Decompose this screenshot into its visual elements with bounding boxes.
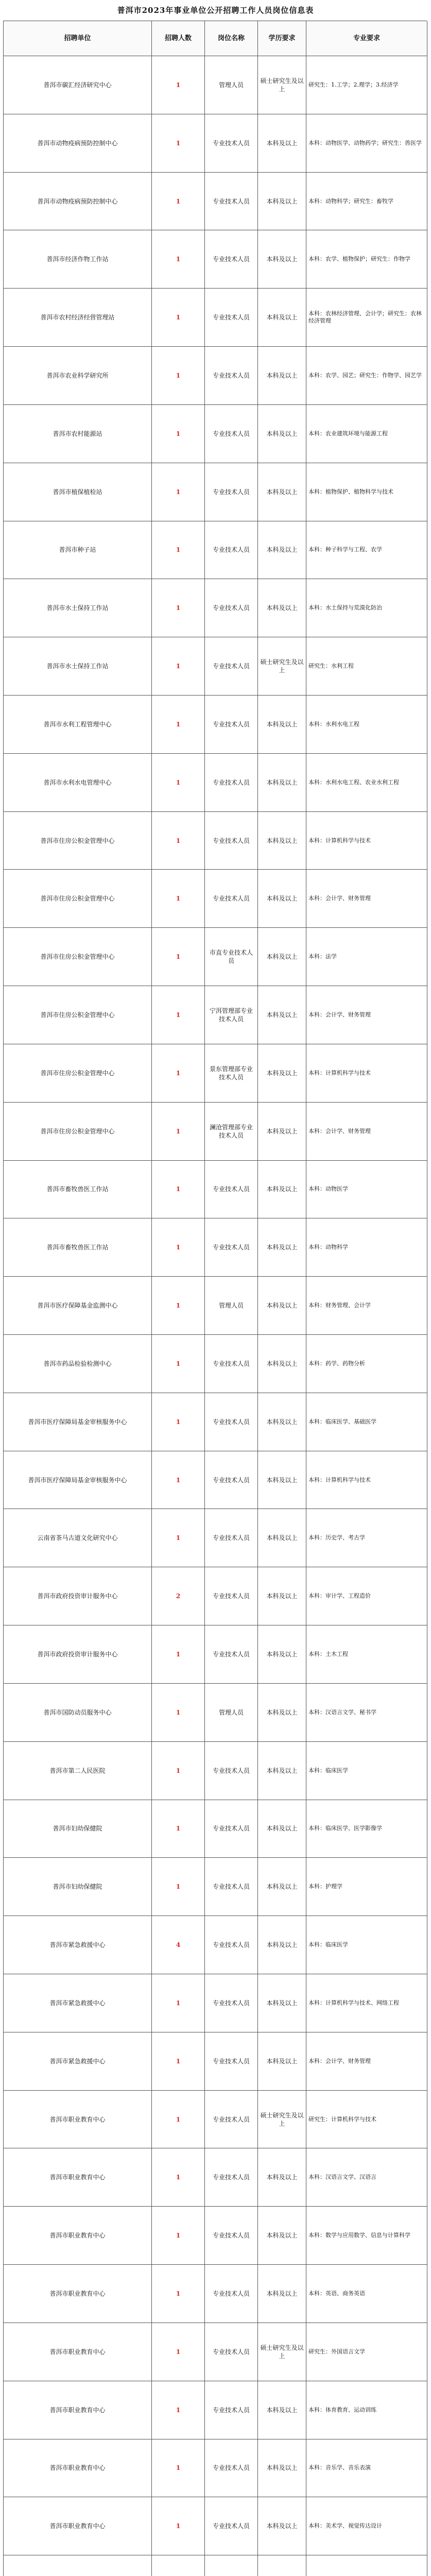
cell-edu: 本科及以上 bbox=[258, 1277, 306, 1335]
cell-post: 专业技术人员 bbox=[205, 173, 258, 231]
cell-unit: 普洱市住房公积金管理中心 bbox=[4, 1103, 152, 1161]
cell-major: 本科：体育教育、运动训练 bbox=[306, 2381, 427, 2439]
cell-edu: 本科及以上 bbox=[258, 405, 306, 463]
cell-edu: 本科及以上 bbox=[258, 173, 306, 231]
cell-post: 管理人员 bbox=[205, 1684, 258, 1742]
cell-post: 专业技术人员 bbox=[205, 2032, 258, 2091]
cell-edu: 本科及以上 bbox=[258, 1393, 306, 1451]
cell-count: 1 bbox=[152, 1044, 205, 1103]
cell-edu: 本科及以上 bbox=[258, 870, 306, 928]
cell-edu: 本科及以上 bbox=[258, 2207, 306, 2265]
cell-count: 1 bbox=[152, 1974, 205, 2032]
cell-edu: 本科及以上 bbox=[258, 1625, 306, 1684]
cell-post: 专业技术人员 bbox=[205, 230, 258, 289]
cell-count: 1 bbox=[152, 1509, 205, 1567]
cell-edu: 本科及以上 bbox=[258, 2439, 306, 2498]
cell-count: 1 bbox=[152, 986, 205, 1044]
cell-post: 专业技术人员 bbox=[205, 1974, 258, 2032]
cell-unit: 普洱市水利水电管理中心 bbox=[4, 754, 152, 812]
cell-count: 1 bbox=[152, 1161, 205, 1219]
cell-post: 专业技术人员 bbox=[205, 696, 258, 754]
cell-post: 专业技术人员 bbox=[205, 579, 258, 637]
cell-major: 本科：计算机科学与技术 bbox=[306, 1044, 427, 1103]
cell-unit: 普洱市职业教育中心 bbox=[4, 2381, 152, 2439]
cell-unit: 普洱市职业教育中心 bbox=[4, 2497, 152, 2555]
cell-post: 专业技术人员 bbox=[205, 1335, 258, 1393]
cell-post: 专业技术人员 bbox=[205, 2497, 258, 2555]
cell-major: 本科：水利水电工程、农业水利工程 bbox=[306, 754, 427, 812]
cell-count: 1 bbox=[152, 463, 205, 521]
positions-table bbox=[3, 21, 427, 2576]
cell-post: 专业技术人员 bbox=[205, 1218, 258, 1277]
cell-edu: 本科及以上 bbox=[258, 1509, 306, 1567]
cell-post: 澜沧管理部专业技术人员 bbox=[205, 1103, 258, 1161]
cell-unit: 普洱市职业教育中心 bbox=[4, 2091, 152, 2149]
cell-count: 1 bbox=[152, 230, 205, 289]
cell-edu: 本科及以上 bbox=[258, 812, 306, 870]
cell-count: 1 bbox=[152, 2148, 205, 2207]
cell-major: 研究生：外国语言文学 bbox=[306, 2323, 427, 2381]
cell-major: 本科：英语、商务英语 bbox=[306, 2265, 427, 2323]
cell-unit: 普洱市种子站 bbox=[4, 521, 152, 580]
cell-major: 本科：农学、园艺；研究生：作物学、园艺学 bbox=[306, 347, 427, 405]
cell-unit bbox=[4, 2555, 152, 2576]
cell-count: 1 bbox=[152, 2439, 205, 2498]
cell-unit: 普洱市职业教育中心 bbox=[4, 2323, 152, 2381]
cell-count: 1 bbox=[152, 521, 205, 580]
cell-post: 专业技术人员 bbox=[205, 637, 258, 696]
cell-edu: 硕士研究生及以上 bbox=[258, 2091, 306, 2149]
cell-major: 本科：农学、植物保护；研究生：作物学 bbox=[306, 230, 427, 289]
cell-post: 专业技术人员 bbox=[205, 521, 258, 580]
cell-edu: 本科及以上 bbox=[258, 928, 306, 986]
cell-unit: 普洱市动物疫病预防控制中心 bbox=[4, 173, 152, 231]
cell-unit: 普洱市畜牧兽医工作站 bbox=[4, 1218, 152, 1277]
cell-edu: 本科及以上 bbox=[258, 463, 306, 521]
cell-edu: 本科及以上 bbox=[258, 579, 306, 637]
cell-edu: 本科及以上 bbox=[258, 2497, 306, 2555]
cell-major: 本科：护理学 bbox=[306, 1858, 427, 1916]
cell-post: 管理人员 bbox=[205, 56, 258, 114]
header-post: 岗位名称 bbox=[205, 21, 258, 56]
cell-unit: 普洱市医疗保障局基金审核服务中心 bbox=[4, 1393, 152, 1451]
cell-post: 专业技术人员 bbox=[205, 870, 258, 928]
cell-count: 1 bbox=[152, 2381, 205, 2439]
cell-count: 1 bbox=[152, 2497, 205, 2555]
cell-unit: 普洱市职业教育中心 bbox=[4, 2439, 152, 2498]
cell-major: 本科：数学与应用数学、信息与计算科学 bbox=[306, 2207, 427, 2265]
cell-major: 本科：农业建筑环境与能源工程 bbox=[306, 405, 427, 463]
cell-count: 1 bbox=[152, 812, 205, 870]
cell-count: 1 bbox=[152, 2265, 205, 2323]
cell-edu: 本科及以上 bbox=[258, 1161, 306, 1219]
cell-count: 1 bbox=[152, 1393, 205, 1451]
cell-major: 本科：动物医学 bbox=[306, 1161, 427, 1219]
cell-count: 1 bbox=[152, 928, 205, 986]
cell-post: 景东管理部专业技术人员 bbox=[205, 1044, 258, 1103]
cell-post: 专业技术人员 bbox=[205, 812, 258, 870]
cell-count: 1 bbox=[152, 754, 205, 812]
cell-major: 本科：音乐学、音乐表演 bbox=[306, 2439, 427, 2498]
cell-edu: 本科及以上 bbox=[258, 230, 306, 289]
cell-unit: 普洱市职业教育中心 bbox=[4, 2265, 152, 2323]
cell-major: 本科：财务管理、会计学 bbox=[306, 1277, 427, 1335]
cell-post: 专业技术人员 bbox=[205, 2091, 258, 2149]
cell-count: 1 bbox=[152, 1218, 205, 1277]
cell-count: 1 bbox=[152, 870, 205, 928]
cell-major: 本科：临床医学、基础医学 bbox=[306, 1393, 427, 1451]
cell-post: 专业技术人员 bbox=[205, 405, 258, 463]
cell-edu: 本科及以上 bbox=[258, 1742, 306, 1800]
cell-post: 专业技术人员 bbox=[205, 1800, 258, 1858]
cell-edu: 本科及以上 bbox=[258, 1974, 306, 2032]
cell-unit: 普洱市碳汇经济研究中心 bbox=[4, 56, 152, 114]
cell-count: 1 bbox=[152, 1335, 205, 1393]
cell-edu: 本科及以上 bbox=[258, 986, 306, 1044]
cell-unit: 普洱市植保植检站 bbox=[4, 463, 152, 521]
cell-unit: 普洱市紧急救援中心 bbox=[4, 2032, 152, 2091]
cell-edu bbox=[258, 2555, 306, 2576]
cell-major: 本科：会计学、财务管理 bbox=[306, 870, 427, 928]
cell-post: 专业技术人员 bbox=[205, 1742, 258, 1800]
cell-post: 宁洱管理部专业技术人员 bbox=[205, 986, 258, 1044]
cell-count: 1 bbox=[152, 56, 205, 114]
cell-edu: 本科及以上 bbox=[258, 1103, 306, 1161]
cell-major: 本科：美术学、视觉传达设计 bbox=[306, 2497, 427, 2555]
cell-unit: 普洱市妇幼保健院 bbox=[4, 1800, 152, 1858]
cell-unit: 普洱市住房公积金管理中心 bbox=[4, 870, 152, 928]
cell-edu: 硕士研究生及以上 bbox=[258, 637, 306, 696]
cell-count: 1 bbox=[152, 1103, 205, 1161]
cell-unit: 普洱市水土保持工作站 bbox=[4, 579, 152, 637]
cell-major: 本科：种子科学与工程、农学 bbox=[306, 521, 427, 580]
cell-post: 专业技术人员 bbox=[205, 463, 258, 521]
cell-edu: 本科及以上 bbox=[258, 1800, 306, 1858]
cell-post: 专业技术人员 bbox=[205, 754, 258, 812]
cell-count: 1 bbox=[152, 1451, 205, 1510]
cell-post: 专业技术人员 bbox=[205, 1451, 258, 1510]
cell-major: 本科：土木工程 bbox=[306, 1625, 427, 1684]
cell-unit: 云南省茶马古道文化研究中心 bbox=[4, 1509, 152, 1567]
cell-edu: 本科及以上 bbox=[258, 521, 306, 580]
cell-unit: 普洱市妇幼保健院 bbox=[4, 1858, 152, 1916]
cell-major: 本科：水利水电工程 bbox=[306, 696, 427, 754]
cell-count: 1 bbox=[152, 405, 205, 463]
cell-major: 本科：汉语言文学、秘书学 bbox=[306, 1684, 427, 1742]
cell-unit: 普洱市经济作物工作站 bbox=[4, 230, 152, 289]
cell-post: 专业技术人员 bbox=[205, 2265, 258, 2323]
cell-count: 1 bbox=[152, 1277, 205, 1335]
cell-major: 本科：会计学、财务管理 bbox=[306, 986, 427, 1044]
cell-edu: 硕士研究生及以上 bbox=[258, 56, 306, 114]
cell-major: 本科：临床医学 bbox=[306, 1916, 427, 1974]
cell-post: 专业技术人员 bbox=[205, 2323, 258, 2381]
cell-edu: 本科及以上 bbox=[258, 2381, 306, 2439]
cell-unit: 普洱市水土保持工作站 bbox=[4, 637, 152, 696]
cell-unit: 普洱市农村经济经营管理站 bbox=[4, 289, 152, 347]
cell-unit: 普洱市住房公积金管理中心 bbox=[4, 812, 152, 870]
cell-edu: 本科及以上 bbox=[258, 2265, 306, 2323]
cell-unit: 普洱市住房公积金管理中心 bbox=[4, 928, 152, 986]
cell-edu: 本科及以上 bbox=[258, 114, 306, 173]
cell-major: 本科：计算机科学与技术 bbox=[306, 812, 427, 870]
cell-count: 1 bbox=[152, 347, 205, 405]
cell-edu: 本科及以上 bbox=[258, 1916, 306, 1974]
cell-major: 本科：计算机科学与技术 bbox=[306, 1451, 427, 1510]
cell-post bbox=[205, 2555, 258, 2576]
cell-unit: 普洱市职业教育中心 bbox=[4, 2207, 152, 2265]
cell-unit: 普洱市国防动员服务中心 bbox=[4, 1684, 152, 1742]
cell-major bbox=[306, 2555, 427, 2576]
cell-count: 1 bbox=[152, 173, 205, 231]
cell-major: 研究生：水利工程 bbox=[306, 637, 427, 696]
cell-post: 专业技术人员 bbox=[205, 1625, 258, 1684]
cell-unit: 普洱市农村能源站 bbox=[4, 405, 152, 463]
cell-major: 本科：农林经济管理、会计学；研究生：农林经济管理 bbox=[306, 289, 427, 347]
cell-count: 1 bbox=[152, 696, 205, 754]
cell-post: 管理人员 bbox=[205, 1277, 258, 1335]
cell-post: 专业技术人员 bbox=[205, 289, 258, 347]
header-major: 专业要求 bbox=[306, 21, 427, 56]
cell-edu: 本科及以上 bbox=[258, 754, 306, 812]
cell-edu: 本科及以上 bbox=[258, 1451, 306, 1510]
cell-post: 专业技术人员 bbox=[205, 1161, 258, 1219]
cell-edu: 本科及以上 bbox=[258, 2032, 306, 2091]
cell-major: 本科：历史学、考古学 bbox=[306, 1509, 427, 1567]
cell-unit: 普洱市职业教育中心 bbox=[4, 2148, 152, 2207]
cell-major: 研究生：计算机科学与技术 bbox=[306, 2091, 427, 2149]
cell-edu: 本科及以上 bbox=[258, 1684, 306, 1742]
cell-unit: 普洱市紧急救援中心 bbox=[4, 1974, 152, 2032]
cell-major: 本科：动物科学 bbox=[306, 1218, 427, 1277]
cell-count: 4 bbox=[152, 1916, 205, 1974]
cell-edu: 本科及以上 bbox=[258, 1335, 306, 1393]
cell-major: 本科：动物科学；研究生：畜牧学 bbox=[306, 173, 427, 231]
cell-unit: 普洱市水利工程管理中心 bbox=[4, 696, 152, 754]
cell-unit: 普洱市政府投资审计服务中心 bbox=[4, 1567, 152, 1625]
cell-major: 本科：药学、药物分析 bbox=[306, 1335, 427, 1393]
cell-unit: 普洱市住房公积金管理中心 bbox=[4, 1044, 152, 1103]
cell-edu: 本科及以上 bbox=[258, 2148, 306, 2207]
cell-count: 1 bbox=[152, 2091, 205, 2149]
cell-edu: 本科及以上 bbox=[258, 1858, 306, 1916]
cell-major: 本科：植物保护、植物科学与技术 bbox=[306, 463, 427, 521]
document-title: 普洱市2023年事业单位公开招聘工作人员岗位信息表 bbox=[117, 6, 314, 15]
cell-major: 本科：水土保持与荒漠化防治 bbox=[306, 579, 427, 637]
cell-count: 1 bbox=[152, 2207, 205, 2265]
cell-unit: 普洱市农业科学研究所 bbox=[4, 347, 152, 405]
cell-count: 1 bbox=[152, 1800, 205, 1858]
cell-post: 专业技术人员 bbox=[205, 347, 258, 405]
header-count: 招聘人数 bbox=[152, 21, 205, 56]
cell-post: 专业技术人员 bbox=[205, 1858, 258, 1916]
cell-count: 1 bbox=[152, 1625, 205, 1684]
cell-post: 专业技术人员 bbox=[205, 2207, 258, 2265]
cell-unit: 普洱市政府投资审计服务中心 bbox=[4, 1625, 152, 1684]
cell-edu: 本科及以上 bbox=[258, 1218, 306, 1277]
cell-major: 本科：法学 bbox=[306, 928, 427, 986]
cell-edu: 本科及以上 bbox=[258, 696, 306, 754]
cell-major: 本科：会计学、财务管理 bbox=[306, 2032, 427, 2091]
cell-major: 本科：临床医学、医学影像学 bbox=[306, 1800, 427, 1858]
cell-unit: 普洱市动物疫病预防控制中心 bbox=[4, 114, 152, 173]
cell-count: 1 bbox=[152, 579, 205, 637]
cell-unit: 普洱市紧急救援中心 bbox=[4, 1916, 152, 1974]
cell-unit: 普洱市第二人民医院 bbox=[4, 1742, 152, 1800]
cell-count: 1 bbox=[152, 289, 205, 347]
cell-unit: 普洱市住房公积金管理中心 bbox=[4, 986, 152, 1044]
cell-edu: 本科及以上 bbox=[258, 1044, 306, 1103]
cell-major: 本科：临床医学 bbox=[306, 1742, 427, 1800]
cell-post: 专业技术人员 bbox=[205, 1916, 258, 1974]
header-edu: 学历要求 bbox=[258, 21, 306, 56]
cell-post: 专业技术人员 bbox=[205, 1509, 258, 1567]
cell-post: 专业技术人员 bbox=[205, 2439, 258, 2498]
cell-count: 1 bbox=[152, 1742, 205, 1800]
cell-post: 专业技术人员 bbox=[205, 1567, 258, 1625]
cell-edu: 本科及以上 bbox=[258, 1567, 306, 1625]
cell-count: 1 bbox=[152, 1858, 205, 1916]
cell-major: 本科：汉语言文学、汉语言 bbox=[306, 2148, 427, 2207]
cell-unit: 普洱市医疗保障基金监测中心 bbox=[4, 1277, 152, 1335]
cell-count: 2 bbox=[152, 1567, 205, 1625]
cell-major: 研究生：1.工学；2.理学；3.经济学 bbox=[306, 56, 427, 114]
cell-count: 1 bbox=[152, 2323, 205, 2381]
cell-post: 专业技术人员 bbox=[205, 1393, 258, 1451]
cell-count bbox=[152, 2555, 205, 2576]
cell-unit: 普洱市药品检验检测中心 bbox=[4, 1335, 152, 1393]
cell-post: 专业技术人员 bbox=[205, 114, 258, 173]
cell-major: 本科：会计学、财务管理 bbox=[306, 1103, 427, 1161]
cell-major: 本科：审计学、工程造价 bbox=[306, 1567, 427, 1625]
cell-count: 1 bbox=[152, 1684, 205, 1742]
cell-major: 本科：计算机科学与技术、网络工程 bbox=[306, 1974, 427, 2032]
header-unit: 招聘单位 bbox=[4, 21, 152, 56]
cell-post: 专业技术人员 bbox=[205, 2148, 258, 2207]
cell-count: 1 bbox=[152, 114, 205, 173]
cell-post: 市直专业技术人员 bbox=[205, 928, 258, 986]
cell-count: 1 bbox=[152, 637, 205, 696]
cell-edu: 硕士研究生及以上 bbox=[258, 2323, 306, 2381]
cell-count: 1 bbox=[152, 2032, 205, 2091]
cell-post: 专业技术人员 bbox=[205, 2381, 258, 2439]
cell-unit: 普洱市畜牧兽医工作站 bbox=[4, 1161, 152, 1219]
cell-edu: 本科及以上 bbox=[258, 289, 306, 347]
cell-major: 本科：动物医学、动物药学；研究生：兽医学 bbox=[306, 114, 427, 173]
cell-unit: 普洱市医疗保障局基金审核服务中心 bbox=[4, 1451, 152, 1510]
cell-edu: 本科及以上 bbox=[258, 347, 306, 405]
